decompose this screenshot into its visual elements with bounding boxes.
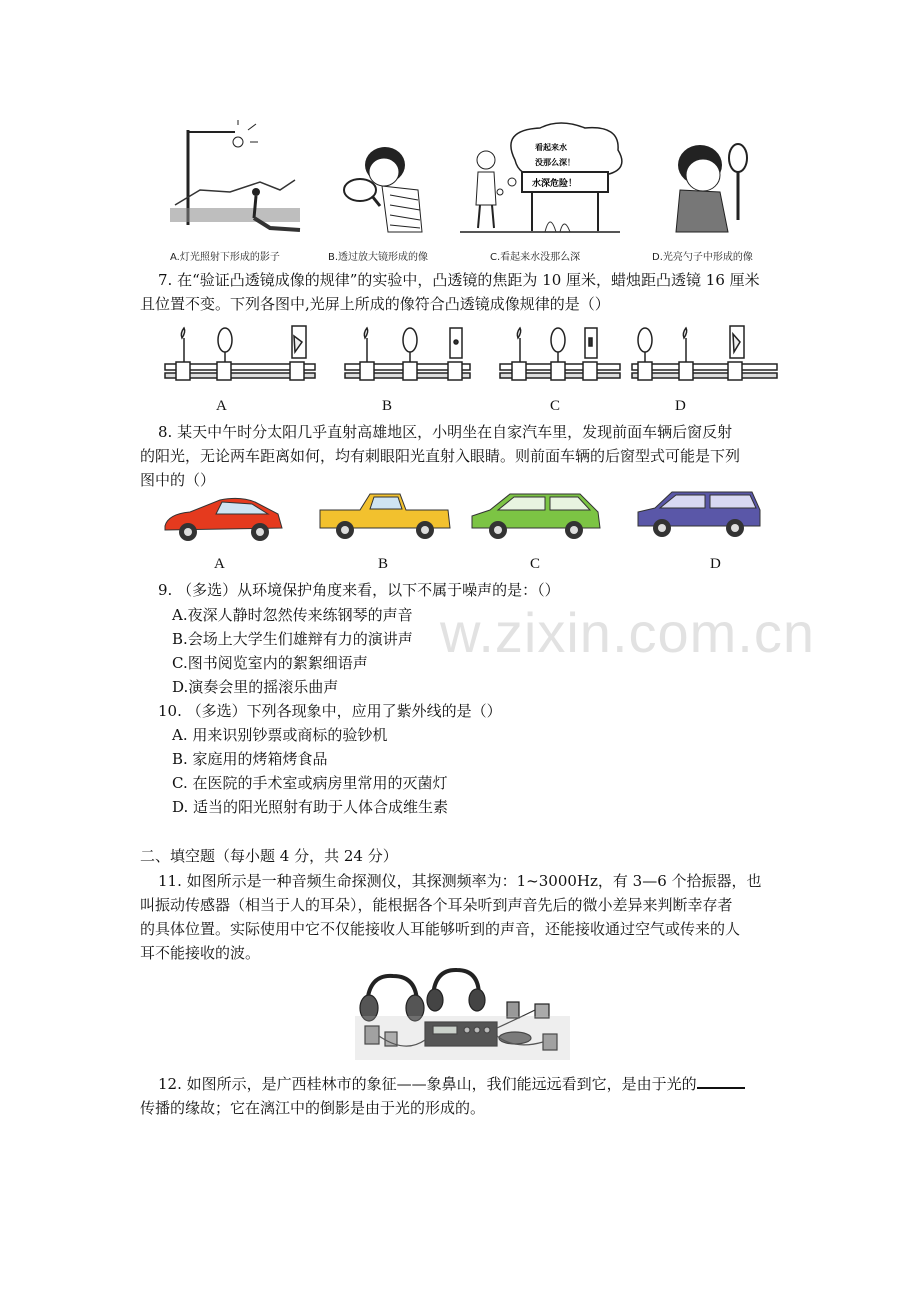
q10-option-b: B. 家庭用的烤箱烤食品 bbox=[172, 750, 328, 768]
caption-b: B.透过放大镜形成的像 bbox=[328, 252, 429, 263]
bench-c bbox=[500, 328, 620, 380]
caption-a: A.灯光照射下形成的影子 bbox=[170, 252, 280, 263]
q11-line-1: 11. 如图所示是一种音频生命探测仪，其探测频率为：1~3000Hz，有 3—6 个拾振器，也 bbox=[158, 872, 762, 890]
q7-benches-svg bbox=[160, 318, 780, 398]
q12-line-1-text: 12. 如图所示，是广西桂林市的象征——象鼻山，我们能远远看到它，是由于光的 bbox=[158, 1075, 697, 1093]
bubble-line-2: 没那么深！ bbox=[535, 158, 575, 167]
q11-line-4: 耳不能接收的波。 bbox=[140, 944, 261, 962]
q12-answer-blank[interactable] bbox=[697, 1073, 745, 1089]
q10-option-c: C. 在医院的手术室或病房里常用的灭菌灯 bbox=[172, 774, 448, 792]
car-a-sports bbox=[165, 498, 282, 541]
q7-line-1: 7. 在“验证凸透镜成像的规律”的实验中，凸透镜的焦距为 10 厘米，蜡烛距凸透镜 16 厘米 bbox=[158, 271, 760, 289]
q9-option-a: A.夜深人静时忽然传来练钢琴的声音 bbox=[172, 606, 413, 624]
q8-label-c: C bbox=[530, 556, 541, 572]
bench-d bbox=[632, 326, 777, 380]
q7-label-c: C bbox=[550, 398, 561, 414]
caption-c: C.看起来水没那么深 bbox=[490, 252, 581, 263]
car-d-suv bbox=[638, 492, 760, 537]
q11-device-svg bbox=[355, 964, 570, 1060]
bench-a bbox=[165, 326, 315, 380]
q9-option-b: B.会场上大学生们雄辩有力的演讲声 bbox=[172, 630, 413, 648]
q7-line-2: 且位置不变。下列各图中,光屏上所成的像符合凸透镜成像规律的是（） bbox=[140, 295, 610, 313]
panel-b-magnifier-boy bbox=[344, 147, 422, 232]
q8-line-1: 8. 某天中午时分太阳几乎直射高雄地区，小明坐在自家汽车里，发现前面车辆后窗反射 bbox=[158, 423, 733, 441]
q11-line-3: 的具体位置。实际使用中它不仅能接收人耳能够听到的声音，还能接收通过空气或传来的人 bbox=[140, 920, 741, 938]
q12-line-2: 传播的缘故；它在漓江中的倒影是由于光的形成的。 bbox=[140, 1099, 486, 1117]
q11-life-detector-figure bbox=[355, 964, 570, 1060]
car-b-pickup bbox=[320, 494, 450, 539]
caption-d: D.光亮勺子中形成的像 bbox=[652, 252, 753, 263]
q8-label-b: B bbox=[378, 556, 389, 572]
q9-stem: 9. （多选）从环境保护角度来看，以下不属于噪声的是：（） bbox=[158, 581, 560, 599]
q8-cars-svg bbox=[160, 488, 770, 550]
q9-option-d: D.演奏会里的摇滚乐曲声 bbox=[172, 678, 339, 696]
car-c-wagon bbox=[472, 494, 600, 539]
q12-line-1 bbox=[158, 1072, 745, 1096]
watermark: w.zixin.com.cn bbox=[440, 601, 815, 664]
panel-c-water-depth bbox=[460, 123, 622, 232]
q11-line-2: 叫振动传感器（相当于人的耳朵），能根据各个耳朵听到声音先后的微小差异来判断幸存者 bbox=[140, 896, 733, 914]
q8-line-3: 图中的（） bbox=[140, 471, 216, 489]
q7-label-a: A bbox=[216, 398, 227, 414]
q8-label-a: A bbox=[214, 556, 225, 572]
q10-option-d: D. 适当的阳光照射有助于人体合成维生素 bbox=[172, 798, 449, 816]
q6-figure bbox=[160, 120, 780, 270]
bench-b bbox=[345, 328, 470, 380]
section-2-title: 二、填空题（每小题 4 分，共 24 分） bbox=[140, 847, 398, 865]
panel-d-spoon bbox=[676, 144, 747, 232]
q8-label-d: D bbox=[710, 556, 721, 572]
q7-label-d: D bbox=[675, 398, 686, 414]
q7-optical-benches bbox=[160, 318, 780, 398]
q8-cars bbox=[160, 488, 770, 550]
bubble-line-1: 看起来水 bbox=[535, 143, 567, 152]
q10-stem: 10. （多选）下列各现象中，应用了紫外线的是（） bbox=[158, 702, 502, 720]
panel-a-lamp-shadow bbox=[170, 120, 300, 230]
sign-text: 水深危险！ bbox=[532, 179, 578, 189]
q7-label-b: B bbox=[382, 398, 393, 414]
q8-line-2: 的阳光，无论两车距离如何，均有刺眼阳光直射入眼睛。则前面车辆的后窗型式可能是下列 bbox=[140, 447, 741, 465]
q9-option-c: C.图书阅览室内的絮絮细语声 bbox=[172, 654, 368, 672]
q10-option-a: A. 用来识别钞票或商标的验钞机 bbox=[172, 726, 388, 744]
